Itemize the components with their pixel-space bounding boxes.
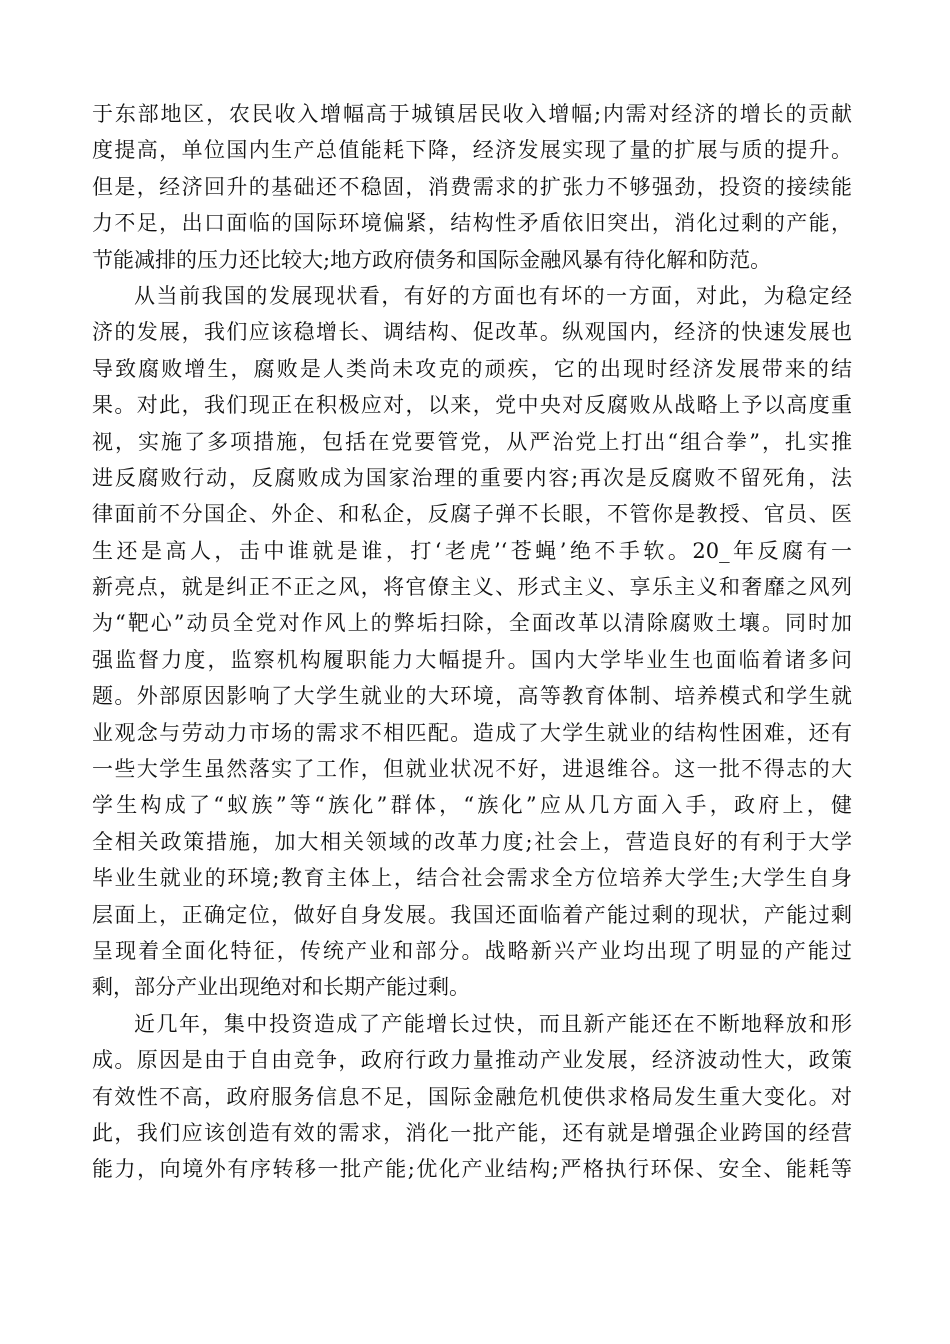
text-line: 有效性不高，政府服务信息不足，国际金融危机使供求格局发生重大变化。对 bbox=[92, 1084, 852, 1109]
paragraph-1 bbox=[92, 96, 852, 278]
paragraph-3 bbox=[92, 1006, 852, 1188]
text-line: 成。原因是由于自由竞争，政府行政力量推动产业发展，经济波动性大，政策 bbox=[92, 1048, 852, 1073]
text-line: 毕业生就业的环境;教育主体上，结合社会需求全方位培养大学生;大学生自身 bbox=[92, 866, 852, 891]
text-line: 能力，向境外有序转移一批产能;优化产业结构;严格执行环保、安全、能耗等 bbox=[92, 1157, 852, 1182]
text-line: 题。外部原因影响了大学生就业的大环境，高等教育体制、培养模式和学生就 bbox=[92, 684, 852, 709]
text-line: 层面上，正确定位，做好自身发展。我国还面临着产能过剩的现状，产能过剩 bbox=[92, 902, 852, 927]
text-line: 近几年，集中投资造成了产能增长过快，而且新产能还在不断地释放和形 bbox=[134, 1011, 852, 1036]
text-line: 强监督力度，监察机构履职能力大幅提升。国内大学毕业生也面临着诸多问 bbox=[92, 647, 852, 672]
text-line: 果。对此，我们现正在积极应对，以来，党中央对反腐败从战略上予以高度重 bbox=[92, 393, 852, 418]
text-line: 剩，部分产业出现绝对和长期产能过剩。 bbox=[92, 975, 470, 1000]
text-line: 生还是高人，击中谁就是谁，打‘老虎’‘苍蝇’绝不手软。20_年反腐有一 bbox=[92, 538, 852, 563]
text-line: 视，实施了多项措施，包括在党要管党，从严治党上打出“组合拳”，扎实推 bbox=[92, 429, 852, 454]
text-line: 为“靶心”动员全党对作风上的弊垢扫除，全面改革以清除腐败土壤。同时加 bbox=[92, 611, 852, 636]
text-line: 度提高，单位国内生产总值能耗下降，经济发展实现了量的扩展与质的提升。 bbox=[92, 138, 852, 163]
text-line: 于东部地区，农民收入增幅高于城镇居民收入增幅;内需对经济的增长的贡献 bbox=[92, 102, 852, 126]
text-line: 新亮点，就是纠正不正之风，将官僚主义、形式主义、享乐主义和奢靡之风列 bbox=[92, 575, 852, 600]
document-page bbox=[92, 96, 852, 1188]
text-line: 节能减排的压力还比较大;地方政府债务和国际金融风暴有待化解和防范。 bbox=[92, 247, 772, 272]
text-line: 力不足，出口面临的国际环境偏紧，结构性矛盾依旧突出，消化过剩的产能， bbox=[92, 211, 852, 236]
text-line: 从当前我国的发展现状看，有好的方面也有坏的一方面，对此，为稳定经 bbox=[134, 283, 852, 308]
text-line: 呈现着全面化特征，传统产业和部分。战略新兴产业均出现了明显的产能过 bbox=[92, 938, 852, 963]
paragraph-2 bbox=[92, 278, 852, 1006]
text-line: 济的发展，我们应该稳增长、调结构、促改革。纵观国内，经济的快速发展也 bbox=[92, 320, 852, 345]
text-line: 导致腐败增生，腐败是人类尚未攻克的顽疾，它的出现时经济发展带来的结 bbox=[92, 356, 852, 381]
text-line: 进反腐败行动，反腐败成为国家治理的重要内容;再次是反腐败不留死角，法 bbox=[92, 465, 852, 490]
text-line: 学生构成了“蚁族”等“族化”群体，“族化”应从几方面入手，政府上，健 bbox=[92, 793, 852, 818]
text-line: 全相关政策措施，加大相关领域的改革力度;社会上，营造良好的有利于大学 bbox=[92, 829, 852, 854]
text-line: 但是，经济回升的基础还不稳固，消费需求的扩张力不够强劲，投资的接续能 bbox=[92, 174, 852, 199]
text-line: 律面前不分国企、外企、和私企，反腐子弹不长眼，不管你是教授、官员、医 bbox=[92, 502, 852, 527]
text-line: 此，我们应该创造有效的需求，消化一批产能，还有就是增强企业跨国的经营 bbox=[92, 1120, 852, 1145]
text-line: 一些大学生虽然落实了工作，但就业状况不好，进退维谷。这一批不得志的大 bbox=[92, 757, 852, 782]
text-line: 业观念与劳动力市场的需求不相匹配。造成了大学生就业的结构性困难，还有 bbox=[92, 720, 852, 745]
